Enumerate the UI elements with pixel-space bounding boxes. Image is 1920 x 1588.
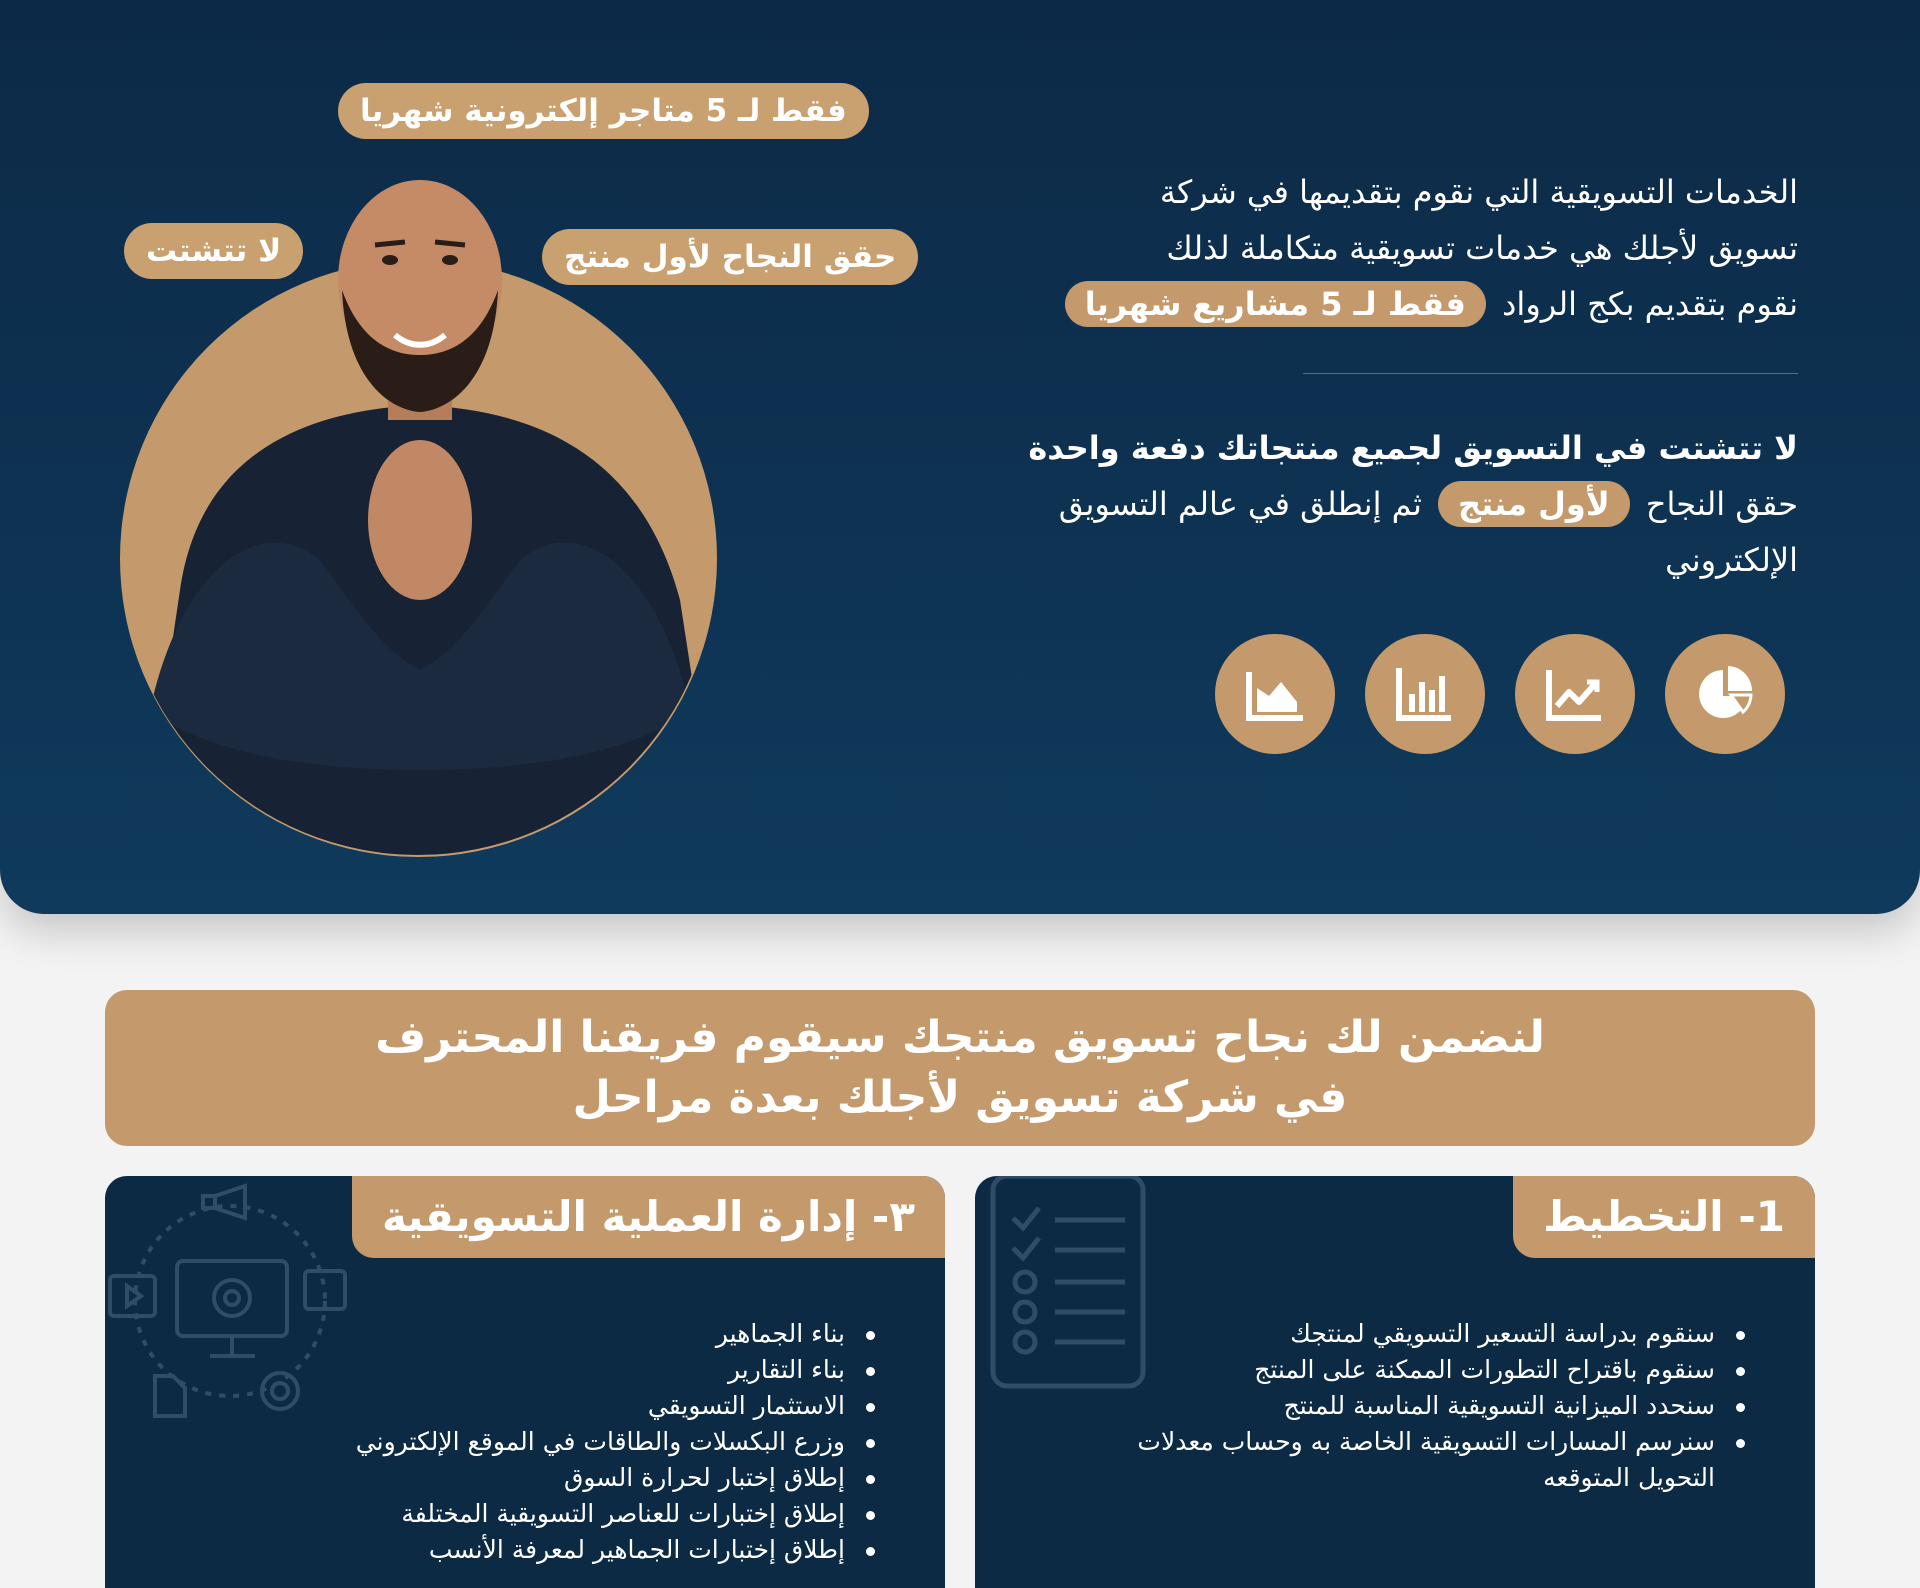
list-item: بناء التقارير [235, 1352, 875, 1388]
list-item: وزرع البكسلات والطاقات في الموقع الإلكتروني [235, 1424, 875, 1460]
list-item: إطلاق إختبارات للعناصر التسويقية المختلفة [235, 1496, 875, 1532]
pie-chart-icon [1665, 634, 1785, 754]
planning-title: 1- التخطيط [1513, 1176, 1815, 1258]
planning-card [975, 1176, 1815, 1588]
hero-body-after: ثم إنطلق في عالم التسويق [1058, 485, 1422, 523]
hero-icon-row [1215, 634, 1785, 754]
intro-line-3 [1018, 276, 1798, 332]
list-item: سنقوم بدراسة التسعير التسويقي لمنتجك [1105, 1316, 1745, 1352]
banner-line-1: لنضمن لك نجاح تسويق منتجك سيقوم فريقنا المحترف [375, 1012, 1545, 1063]
area-chart-icon [1215, 634, 1335, 754]
hero-body-line-3: الإلكتروني [1665, 541, 1798, 579]
banner-line-2: في شركة تسويق لأجلك بعدة مراحل [572, 1072, 1348, 1123]
tag-first-product: حقق النجاح لأول منتج [542, 229, 918, 285]
line-chart-icon [1515, 634, 1635, 754]
phases-banner [105, 990, 1815, 1146]
hero-body-line-2 [978, 476, 1798, 532]
list-item: سنقوم باقتراح التطورات الممكنة على المنتج [1105, 1352, 1745, 1388]
hero-body-before: حقق النجاح [1645, 485, 1798, 523]
planning-list [1105, 1316, 1745, 1496]
hero-headline: لا تتشتت في التسويق لجميع منتجاتك دفعة واحدة [1028, 429, 1798, 467]
hero-focus [978, 420, 1798, 588]
list-item: الاستثمار التسويقي [235, 1388, 875, 1424]
intro-line-3-text: نقوم بتقديم بكج الرواد [1502, 285, 1798, 323]
list-item: إطلاق إختبار لحرارة السوق [235, 1460, 875, 1496]
tag-five-stores: فقط لـ 5 متاجر إلكترونية شهريا [338, 83, 869, 139]
list-item: بناء الجماهير [235, 1316, 875, 1352]
hero-intro [1018, 164, 1798, 332]
list-item: سنحدد الميزانية التسويقية المناسبة للمنتج [1105, 1388, 1745, 1424]
intro-highlight-pill: فقط لـ 5 مشاريع شهريا [1065, 281, 1486, 327]
intro-line-1: الخدمات التسويقية التي نقوم بتقديمها في شركة [1159, 173, 1798, 211]
intro-line-2: تسويق لأجلك هي خدمات تسويقية متكاملة لذلك [1166, 229, 1798, 267]
bar-chart-icon [1365, 634, 1485, 754]
hero-divider [1303, 373, 1798, 374]
management-card [105, 1176, 945, 1588]
list-item: سنرسم المسارات التسويقية الخاصة به وحساب معدلات التحويل المتوقعه [1105, 1424, 1745, 1496]
tag-dont-scatter: لا تتشتت [124, 223, 303, 279]
list-item: إطلاق إختبارات الجماهير لمعرفة الأنسب [235, 1532, 875, 1568]
management-title: ٣- إدارة العملية التسويقية [352, 1176, 945, 1258]
management-list [235, 1316, 875, 1568]
hero-body-pill: لأول منتج [1438, 481, 1630, 527]
